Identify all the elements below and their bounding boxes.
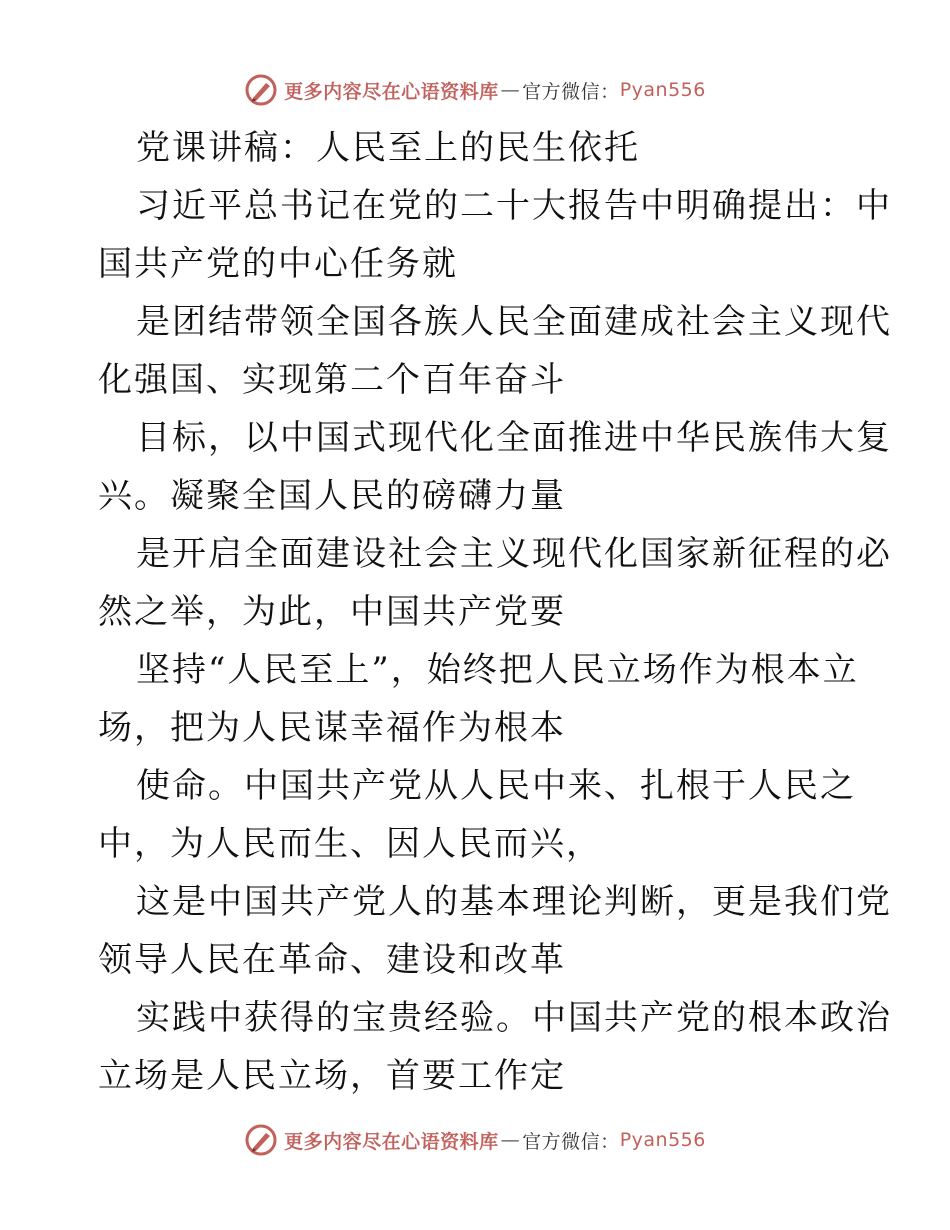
paragraph-line: 坚持“人民至上”，始终把人民立场作为根本立 [136,650,859,690]
footer-watermark [0,1120,950,1160]
paragraph-line: 目标，以中国式现代化全面推进中华民族伟大复 [136,418,892,458]
watermark-text: 更多内容尽在心语资料库 [284,80,499,103]
paragraph-line: 国共产党的中心任务就 [98,244,458,284]
paragraph-line: 这是中国共产党人的基本理论判断，更是我们党 [136,882,892,922]
paragraph-line: 是开启全面建设社会主义现代化国家新征程的必 [136,534,892,574]
paragraph-line: 立场是人民立场，首要工作定 [98,1056,566,1096]
paragraph-line: 领导人民在革命、建设和改革 [98,940,566,980]
paragraph-line: 场，把为人民谋幸福作为根本 [98,708,566,748]
pen-circle-icon [244,73,278,107]
watermark-dash: — [500,1129,521,1151]
paragraph-line: 兴。凝聚全国人民的磅礴力量 [98,476,566,516]
paragraph-line: 习近平总书记在党的二十大报告中明确提出：中 [136,186,892,226]
paragraph-line: 是团结带领全国各族人民全面建成社会主义现代 [136,302,892,342]
pen-circle-icon [244,1123,278,1157]
paragraph-line: 实践中获得的宝贵经验。中国共产党的根本政治 [136,998,892,1038]
paragraph-line: 使命。中国共产党从人民中来、扎根于人民之 [136,766,856,806]
paragraph-line: 然之举，为此，中国共产党要 [98,592,566,632]
watermark-dash: — [500,79,521,101]
watermark-contact-label: 官方微信： [522,1130,620,1153]
watermark-contact-id: Pyan556 [619,79,706,101]
document-title: 党课讲稿：人民至上的民生依托 [136,128,640,168]
paragraph-line: 中，为人民而生、因人民而兴， [98,824,602,864]
watermark-contact-label: 官方微信： [522,80,620,103]
header-watermark [0,70,950,110]
paragraph-line: 化强国、实现第二个百年奋斗 [98,360,566,400]
watermark-text: 更多内容尽在心语资料库 [284,1130,499,1153]
watermark-contact-id: Pyan556 [619,1129,706,1151]
